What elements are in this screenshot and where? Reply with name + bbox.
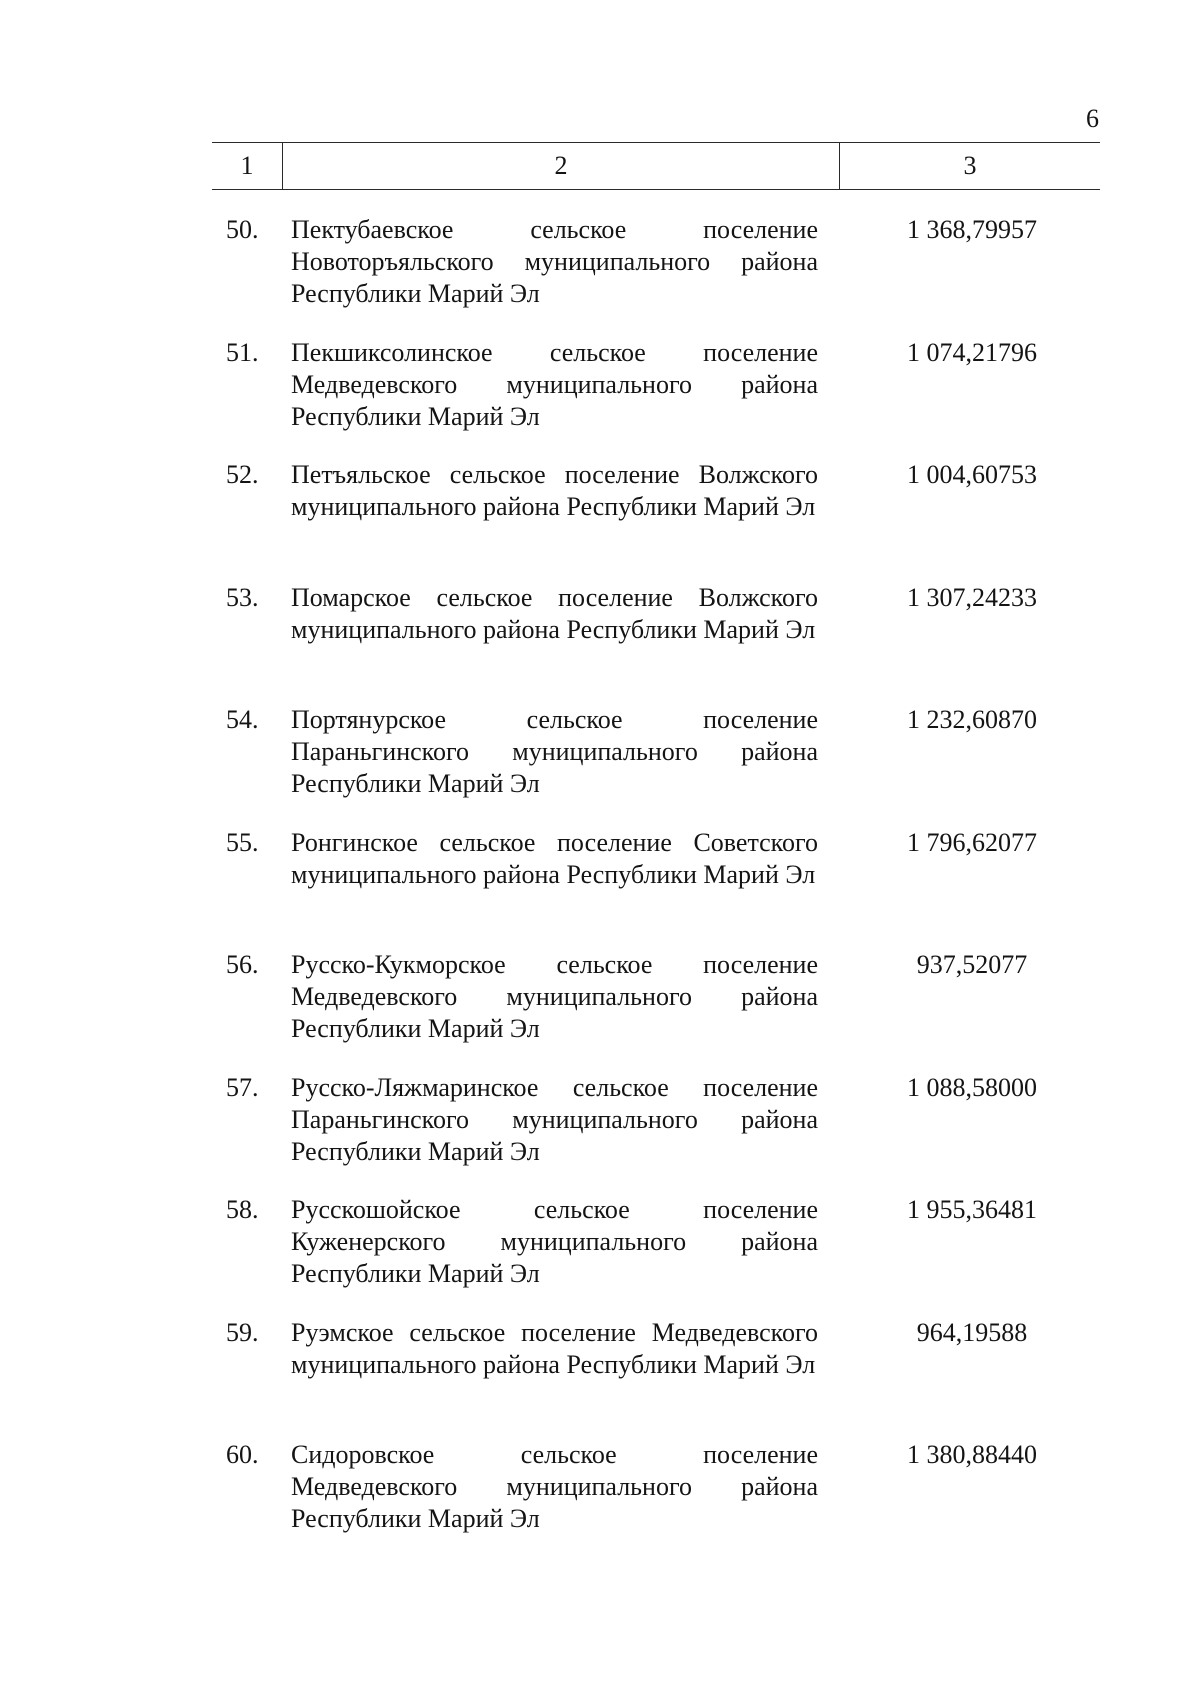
table-row (0, 1317, 1200, 1440)
settlement-name: Ронгинское сельское поселение Советского муниципального района Республики Марий Эл (291, 827, 818, 889)
table-row (0, 949, 1200, 1072)
table-row (0, 1194, 1200, 1317)
settlement-value: 964,19588 (916, 1317, 1028, 1347)
settlement-name: Русско-Ляжмаринское сельское поселение Параньгинского муниципального района Республики Марий Эл (291, 1072, 818, 1166)
settlement-name: Петъяльское сельское поселение Волжского муниципального района Республики Марий Эл (291, 460, 818, 521)
row-number: 55. (226, 827, 259, 857)
settlement-value: 1 796,62077 (907, 827, 1037, 857)
settlement-value: 1 955,36481 (907, 1195, 1037, 1224)
header-col-2: 2 (282, 143, 840, 189)
settlement-name: Руэмское сельское поселение Медведевского муниципального района Республики Марий Эл (291, 1317, 818, 1379)
settlement-value: 1 004,60753 (907, 460, 1037, 489)
page-number: 6 (1086, 104, 1099, 133)
row-number: 54. (226, 705, 259, 734)
settlement-name: Русско-Кукморское сельское поселение Медведевского муниципального района Республики Марий Эл (291, 950, 818, 1043)
settlement-value: 1 380,88440 (907, 1440, 1037, 1469)
settlement-value: 1 074,21796 (907, 337, 1037, 367)
row-number: 51. (226, 337, 259, 367)
settlement-value: 937,52077 (916, 950, 1028, 979)
table-header-row (212, 142, 1100, 190)
table-row (0, 1439, 1200, 1562)
row-number: 50. (226, 215, 259, 244)
row-number: 60. (226, 1440, 259, 1469)
table-row (0, 459, 1200, 582)
row-number: 52. (226, 460, 259, 489)
row-number: 58. (226, 1195, 259, 1224)
table-row (0, 827, 1200, 950)
table-body (0, 214, 1200, 1562)
settlement-value: 1 088,58000 (907, 1072, 1037, 1102)
table-row (0, 214, 1200, 337)
settlement-value: 1 232,60870 (907, 705, 1037, 734)
header-col-3: 3 (963, 151, 977, 180)
settlement-name: Сидоровское сельское поселение Медведевского муниципального района Республики Марий Эл (291, 1440, 818, 1533)
table-row (0, 337, 1200, 460)
settlement-value: 1 307,24233 (907, 582, 1037, 612)
settlement-value: 1 368,79957 (907, 215, 1037, 244)
header-col-1: 1 (240, 151, 254, 180)
settlement-name: Русскошойское сельское поселение Куженерского муниципального района Республики Марий Эл (291, 1195, 818, 1288)
settlement-name: Пекшиксолинское сельское поселение Медведевского муниципального района Республики Марий Эл (291, 337, 818, 431)
row-number: 56. (226, 950, 259, 979)
row-number: 59. (226, 1317, 259, 1347)
settlement-name: Помарское сельское поселение Волжского муниципального района Республики Марий Эл (291, 582, 818, 644)
settlement-name: Пектубаевское сельское поселение Новоторъяльского муниципального района Республики Марий Эл (291, 215, 818, 308)
row-number: 53. (226, 582, 259, 612)
settlement-name: Портянурское сельское поселение Параньгинского муниципального района Республики Марий Эл (291, 705, 818, 798)
row-number: 57. (226, 1072, 259, 1102)
table-row (0, 704, 1200, 827)
table-row (0, 1072, 1200, 1195)
table-row (0, 582, 1200, 705)
